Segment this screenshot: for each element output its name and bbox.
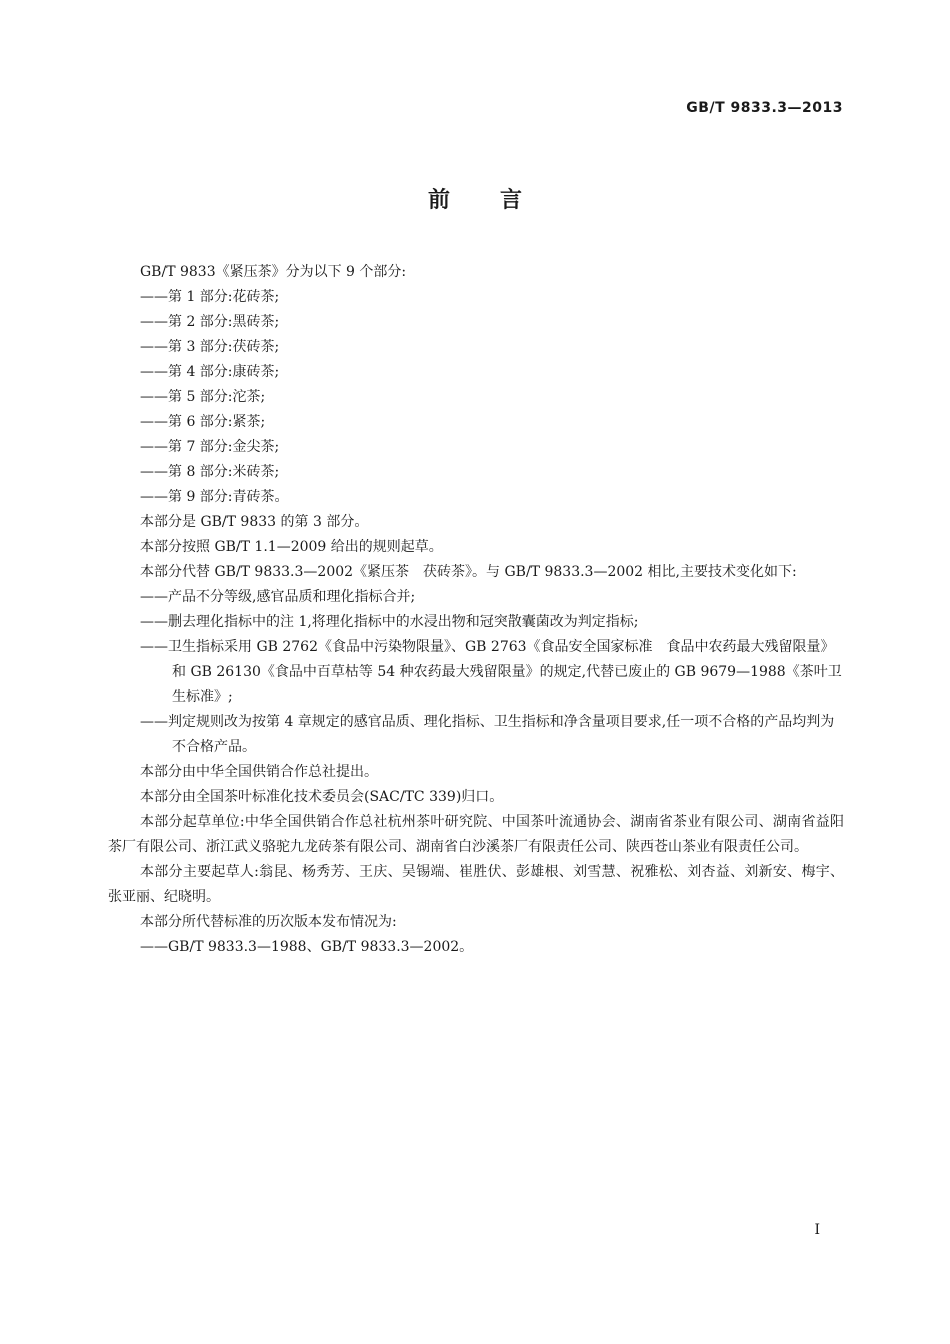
title-char-1: 前	[427, 188, 450, 213]
paragraph: 本部分起草单位:中华全国供销合作总社杭州茶叶研究院、中国茶叶流通协会、湖南省茶业有限公司、湖南省益阳茶厂有限公司、浙江武义骆驼九龙砖茶有限公司、湖南省白沙溪茶厂有限责任公司、陕西苍山茶业有限责任公司。	[108, 814, 844, 855]
dash-marker: ——	[140, 364, 168, 380]
dash-list-item	[108, 335, 844, 360]
dash-item-text: 第 9 部分:青砖茶。	[168, 489, 289, 505]
page-number: I	[814, 1222, 820, 1238]
dash-marker: ——	[140, 939, 168, 955]
dash-marker: ——	[140, 414, 168, 430]
dash-marker: ——	[140, 639, 168, 655]
dash-marker: ——	[140, 339, 168, 355]
page-title	[0, 183, 950, 214]
paragraph: 本部分是 GB/T 9833 的第 3 部分。	[140, 514, 369, 530]
dash-marker: ——	[140, 289, 168, 305]
dash-list-item	[108, 635, 844, 710]
dash-item-text: 第 7 部分:金尖茶;	[168, 439, 280, 455]
paragraph: 本部分主要起草人:翁昆、杨秀芳、王庆、吴锡端、崔胜伏、彭雄根、刘雪慧、祝雅松、刘杏益、刘新安、梅宇、张亚丽、纪晓明。	[108, 864, 844, 905]
foreword-body	[108, 260, 844, 960]
dash-item-text: 第 5 部分:沱茶;	[168, 389, 266, 405]
paragraph: 本部分由中华全国供销合作总社提出。	[140, 764, 378, 780]
dash-item-text: 判定规则改为按第 4 章规定的感官品质、理化指标、卫生指标和净含量项目要求,任一项不合格的产品均判为不合格产品。	[168, 714, 835, 755]
paragraph: 本部分所代替标准的历次版本发布情况为:	[140, 914, 397, 930]
standard-code: GB/T 9833.3—2013	[686, 100, 843, 116]
dash-marker: ——	[140, 589, 168, 605]
dash-list-item	[108, 485, 844, 510]
dash-marker: ——	[140, 714, 168, 730]
dash-item-text: 第 3 部分:茯砖茶;	[168, 339, 280, 355]
dash-item-text: 产品不分等级,感官品质和理化指标合并;	[168, 589, 416, 605]
paragraph: GB/T 9833《紧压茶》分为以下 9 个部分:	[140, 264, 407, 280]
dash-item-text: 第 2 部分:黑砖茶;	[168, 314, 280, 330]
dash-list-item	[108, 385, 844, 410]
title-char-2: 言	[500, 188, 523, 213]
dash-marker: ——	[140, 314, 168, 330]
dash-marker: ——	[140, 464, 168, 480]
dash-list-item	[108, 285, 844, 310]
dash-list-item	[108, 585, 844, 610]
dash-item-text: 第 4 部分:康砖茶;	[168, 364, 280, 380]
dash-item-text: 卫生指标采用 GB 2762《食品中污染物限量》、GB 2763《食品安全国家标准 食品中农药最大残留限量》和 GB 26130《食品中百草枯等 54 种农药最大残留限量》的规定,代替已废止的 GB 9679—1988《茶叶卫生标准》;	[168, 639, 842, 705]
dash-marker: ——	[140, 389, 168, 405]
dash-list-item	[108, 610, 844, 635]
paragraph: 本部分按照 GB/T 1.1—2009 给出的规则起草。	[140, 539, 443, 555]
dash-item-text: 第 8 部分:米砖茶;	[168, 464, 280, 480]
dash-list-item	[108, 460, 844, 485]
dash-list-item	[108, 935, 844, 960]
dash-list-item	[108, 435, 844, 460]
dash-marker: ——	[140, 489, 168, 505]
dash-item-text: GB/T 9833.3—1988、GB/T 9833.3—2002。	[168, 939, 474, 955]
dash-list-item	[108, 410, 844, 435]
dash-list-item	[108, 360, 844, 385]
dash-list-item	[108, 310, 844, 335]
dash-item-text: 删去理化指标中的注 1,将理化指标中的水浸出物和冠突散囊菌改为判定指标;	[168, 614, 639, 630]
dash-item-text: 第 6 部分:紧茶;	[168, 414, 266, 430]
paragraph: 本部分代替 GB/T 9833.3—2002《紧压茶 茯砖茶》。与 GB/T 9833.3—2002 相比,主要技术变化如下:	[140, 564, 797, 580]
dash-item-text: 第 1 部分:花砖茶;	[168, 289, 280, 305]
dash-list-item	[108, 710, 844, 760]
dash-marker: ——	[140, 614, 168, 630]
dash-marker: ——	[140, 439, 168, 455]
paragraph: 本部分由全国茶叶标准化技术委员会(SAC/TC 339)归口。	[140, 789, 504, 805]
